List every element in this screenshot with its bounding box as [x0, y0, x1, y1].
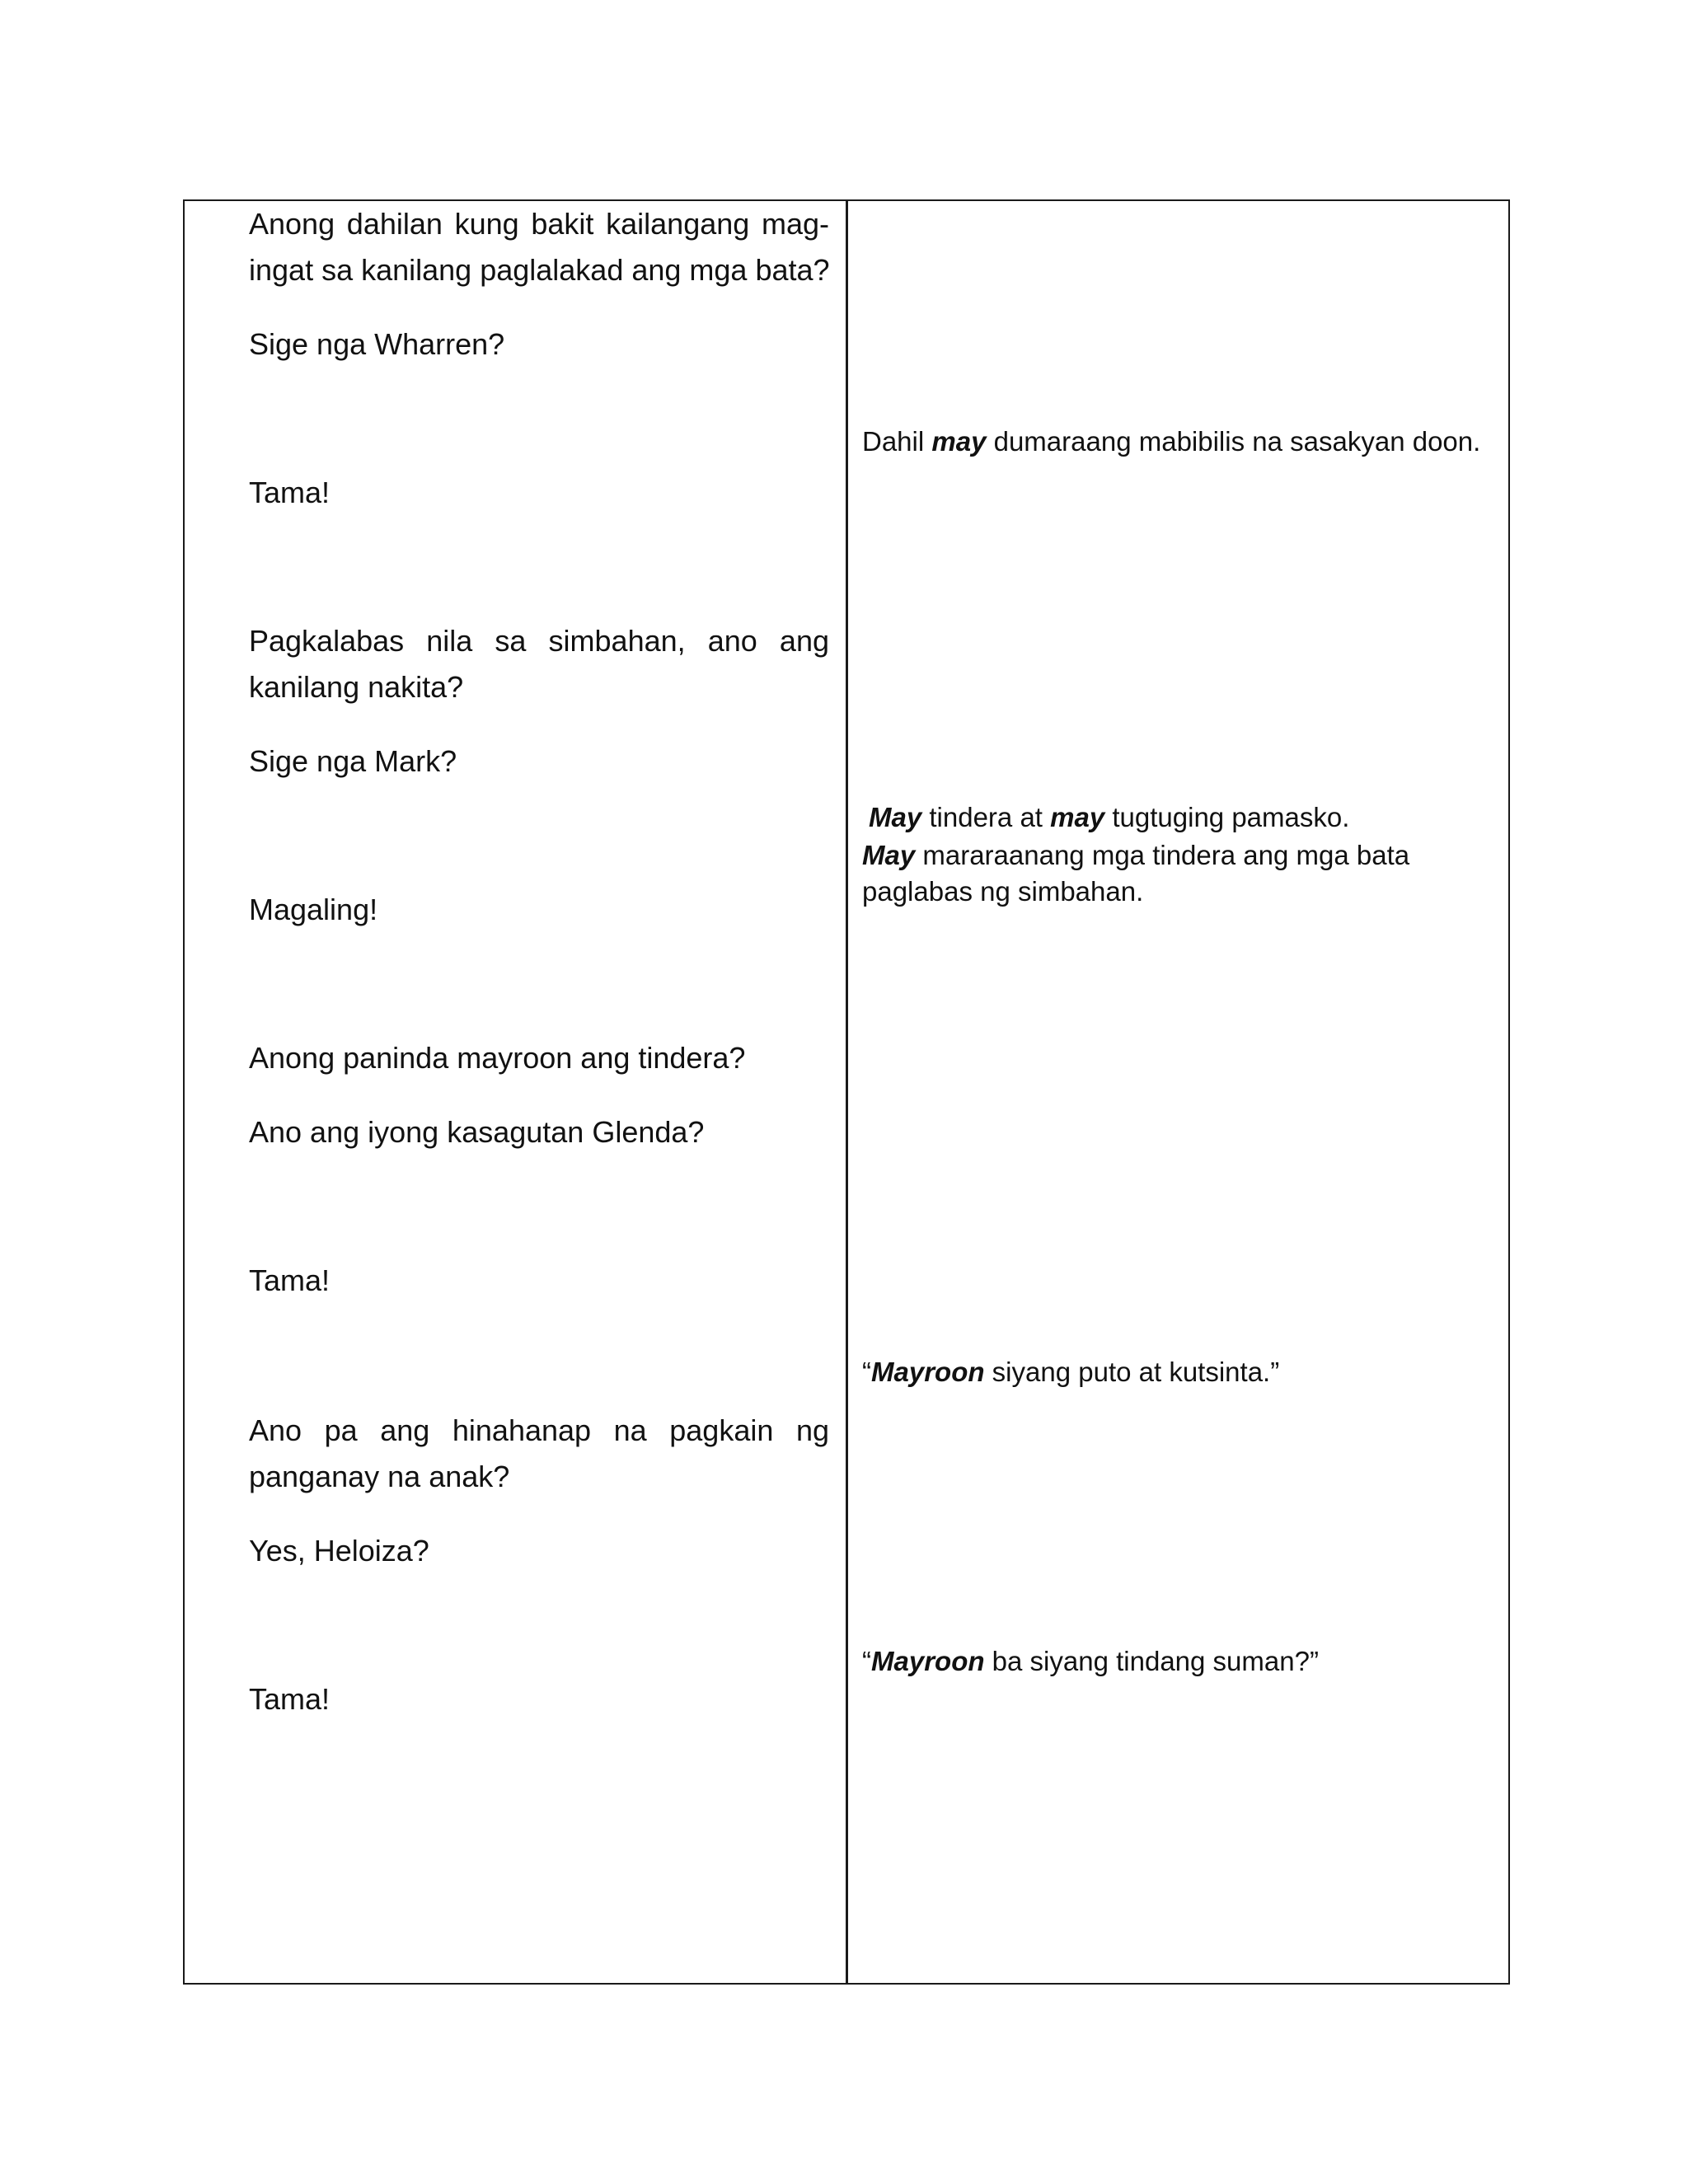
praise-2: Magaling!	[249, 893, 378, 926]
call-glenda: Ano ang iyong kasagutan Glenda?	[249, 1115, 705, 1149]
question-2-line-1: Pagkalabas nila sa simbahan, ano ang	[249, 624, 829, 658]
answer-1: Dahil may dumaraang mabibilis na sasakyan doon.	[862, 426, 1481, 457]
call-wharren: Sige nga Wharren?	[249, 327, 505, 361]
answer-4: “Mayroon ba siyang tindang suman?”	[862, 1646, 1319, 1676]
answer-3: “Mayroon siyang puto at kutsinta.”	[862, 1357, 1280, 1387]
praise-3: Tama!	[249, 1263, 331, 1297]
call-heloiza: Yes, Heloiza?	[249, 1534, 429, 1568]
question-4-line-2: panganay na anak?	[249, 1460, 510, 1493]
praise-1: Tama!	[249, 476, 331, 509]
column-divider	[846, 201, 848, 1983]
praise-4: Tama!	[249, 1682, 331, 1716]
question-2-line-2: kanilang nakita?	[249, 670, 464, 704]
lesson-table	[183, 199, 1510, 1985]
answer-2-line-1: May tindera at may tugtuging pamasko.	[869, 802, 1350, 832]
question-1-line-1: Anong dahilan kung bakit kailangang mag-	[249, 207, 829, 241]
question-1-line-2: ingat sa kanilang paglalakad ang mga bata?	[249, 253, 830, 287]
answer-2-line-3: paglabas ng simbahan.	[862, 876, 1144, 907]
question-3: Anong paninda mayroon ang tindera?	[249, 1041, 746, 1075]
answer-2-line-2: May mararaanang mga tindera ang mga bata	[862, 840, 1410, 870]
question-4-line-1: Ano pa ang hinahanap na pagkain ng	[249, 1413, 829, 1447]
call-mark: Sige nga Mark?	[249, 744, 457, 778]
